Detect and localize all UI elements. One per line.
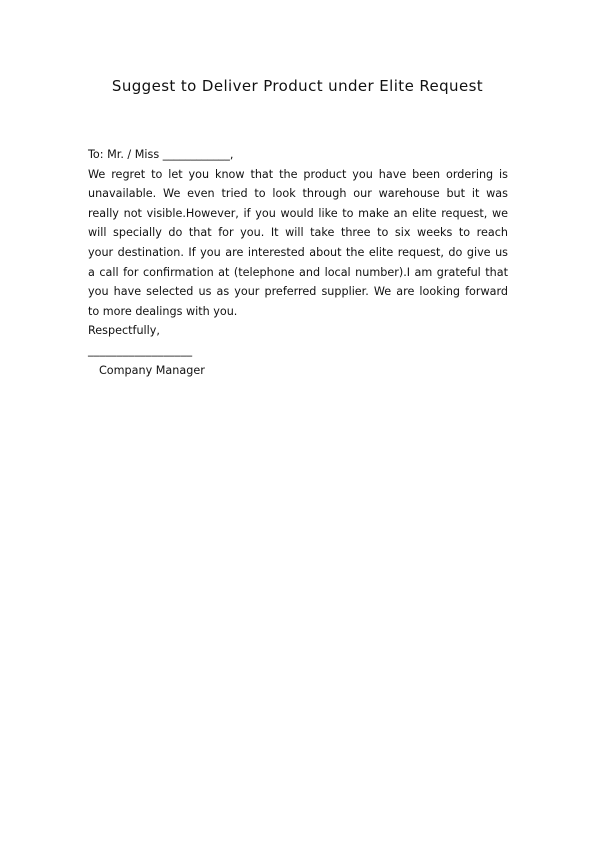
body-line-5: your destination. If you are interested about the elite request, do give us xyxy=(88,245,508,259)
body-line-2: unavailable. We even tried to look through our warehouse but it was xyxy=(88,187,508,201)
body-line-8: to more dealings with you. xyxy=(88,304,238,318)
signer-title: Company Manager xyxy=(99,363,205,377)
salutation: To: Mr. / Miss ____________, xyxy=(88,148,234,161)
body-line-6: a call for confirmation at (telephone and local number).I am grateful that xyxy=(88,265,508,279)
body-line-3: really not visible.However, if you would like to make an elite request, we xyxy=(88,206,508,220)
body-line-4: will specially do that for you. It will take three to six weeks to reach xyxy=(88,226,508,240)
body-line-7: you have selected us as your preferred supplier. We are looking forward xyxy=(88,285,508,299)
closing: Respectfully, xyxy=(88,324,160,338)
letter-body xyxy=(88,145,508,380)
body-line-1: We regret to let you know that the product you have been ordering is xyxy=(88,167,508,181)
signature-line: __________________ xyxy=(88,343,193,357)
document-title: Suggest to Deliver Product under Elite Request xyxy=(111,77,484,95)
